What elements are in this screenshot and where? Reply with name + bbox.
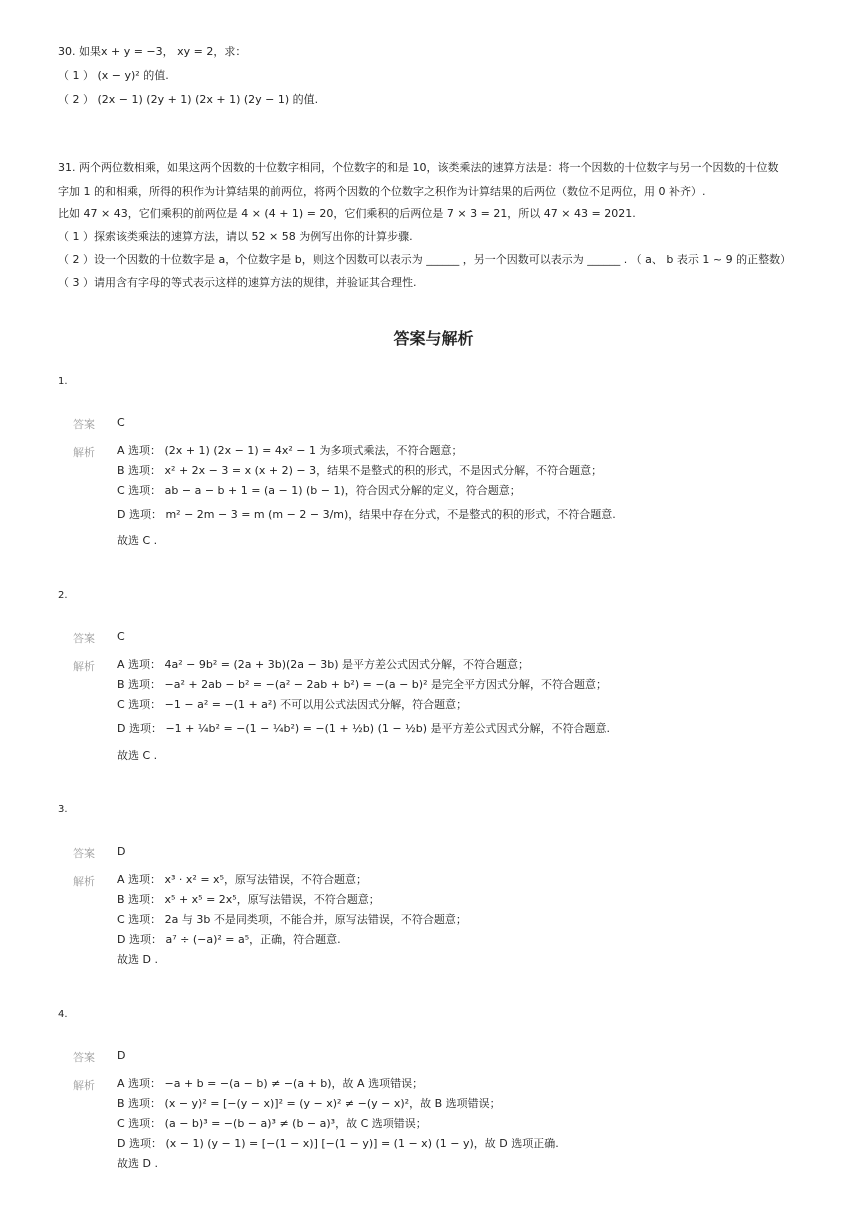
analysis-line: A 选项： 4a² − 9b² = (2a + 3b)(2a − 3b) 是平方差公式因式分解，不符合题意； [117, 658, 529, 671]
q31-part1: （ 1 ）探索该类乘法的速算方法，请以 52 × 58 为例写出你的计算步骤. [58, 230, 413, 243]
section-title: 答案与解析 [393, 329, 474, 348]
analysis-line: D 选项： (x − 1) (y − 1) = [−(1 − x)] [−(1 − y)] = (1 − x) (1 − y)，故 D 选项正确. [117, 1137, 559, 1150]
answer-value: D [117, 845, 126, 858]
analysis-line: A 选项： x³ · x² = x⁵，原写法错误，不符合题意； [117, 873, 367, 886]
answer-label: 答案 [73, 847, 95, 860]
q31-line3: 比如 47 × 43，它们乘积的前两位是 4 × (4 + 1) = 20，它们乘积的后两位是 7 × 3 = 21，所以 47 × 43 = 2021. [58, 207, 636, 220]
q31-line2: 字加 1 的和相乘，所得的积作为计算结果的前两位，将两个因数的个位数字之积作为计算结果的后两位（数位不足两位，用 0 补齐）. [58, 185, 706, 198]
analysis-line: B 选项： (x − y)² = [−(y − x)]² = (y − x)² ≠ −(y − x)²，故 B 选项错误； [117, 1097, 501, 1110]
q30-part1: （ 1 ） (x − y)² 的值. [58, 69, 169, 82]
analysis-line: A 选项： (2x + 1) (2x − 1) = 4x² − 1 为多项式乘法，不符合题意； [117, 444, 463, 457]
q31-line1: 31. 两个两位数相乘，如果这两个因数的十位数字相同，个位数字的和是 10，该类乘法的速算方法是：将一个因数的十位数字与另一个因数的十位数 [58, 161, 779, 174]
analysis-label: 解析 [73, 875, 95, 888]
analysis-line: B 选项： −a² + 2ab − b² = −(a² − 2ab + b²) = −(a − b)² 是完全平方因式分解，不符合题意； [117, 678, 607, 691]
conclusion: 故选 C . [117, 534, 158, 547]
item-number: 4. [58, 1009, 68, 1020]
q31-part3: （ 3 ）请用含有字母的等式表示这样的速算方法的规律，并验证其合理性. [58, 276, 417, 289]
analysis-line: D 选项： m² − 2m − 3 = m (m − 2 − 3/m)，结果中存在分式，不是整式的积的形式，不符合题意. [117, 508, 616, 521]
q30-part2: （ 2 ） (2x − 1) (2y + 1) (2x + 1) (2y − 1) 的值. [58, 93, 319, 106]
q31-part2: （ 2 ）设一个因数的十位数字是 a，个位数字是 b，则这个因数可以表示为 ______ ，另一个因数可以表示为 ______ . （ a、 b 表示 1 ~ 9 的正整数） [58, 253, 792, 266]
analysis-line: D 选项： a⁷ ÷ (−a)² = a⁵，正确，符合题意. [117, 933, 341, 946]
analysis-line: D 选项： −1 + ¼b² = −(1 − ¼b²) = −(1 + ½b) (1 − ½b) 是平方差公式因式分解，不符合题意. [117, 722, 611, 735]
item-number: 1. [58, 376, 68, 387]
conclusion: 故选 C . [117, 749, 158, 762]
analysis-line: B 选项： x² + 2x − 3 = x (x + 2) − 3，结果不是整式的积的形式，不是因式分解，不符合题意； [117, 464, 603, 477]
answer-value: C [117, 416, 125, 429]
q30-stem: 30. 如果x + y = −3， xy = 2，求： [58, 45, 247, 58]
answer-value: D [117, 1049, 126, 1062]
analysis-line: C 选项： ab − a − b + 1 = (a − 1) (b − 1)，符合因式分解的定义，符合题意； [117, 484, 521, 497]
conclusion: 故选 D . [117, 953, 158, 966]
answer-label: 答案 [73, 418, 95, 431]
analysis-line: C 选项： 2a 与 3b 不是同类项，不能合并，原写法错误，不符合题意； [117, 913, 467, 926]
answer-value: C [117, 630, 125, 643]
answer-label: 答案 [73, 632, 95, 645]
analysis-label: 解析 [73, 1079, 95, 1092]
analysis-label: 解析 [73, 660, 95, 673]
analysis-line: A 选项： −a + b = −(a − b) ≠ −(a + b)，故 A 选项错误； [117, 1077, 424, 1090]
analysis-label: 解析 [73, 446, 95, 459]
item-number: 3. [58, 804, 68, 815]
analysis-line: C 选项： (a − b)³ = −(b − a)³ ≠ (b − a)³，故 C 选项错误； [117, 1117, 427, 1130]
item-number: 2. [58, 590, 68, 601]
analysis-line: C 选项： −1 − a² = −(1 + a²) 不可以用公式法因式分解，符合题意； [117, 698, 468, 711]
answer-label: 答案 [73, 1051, 95, 1064]
analysis-line: B 选项： x⁵ + x⁵ = 2x⁵，原写法错误，不符合题意； [117, 893, 380, 906]
conclusion: 故选 D . [117, 1157, 158, 1170]
